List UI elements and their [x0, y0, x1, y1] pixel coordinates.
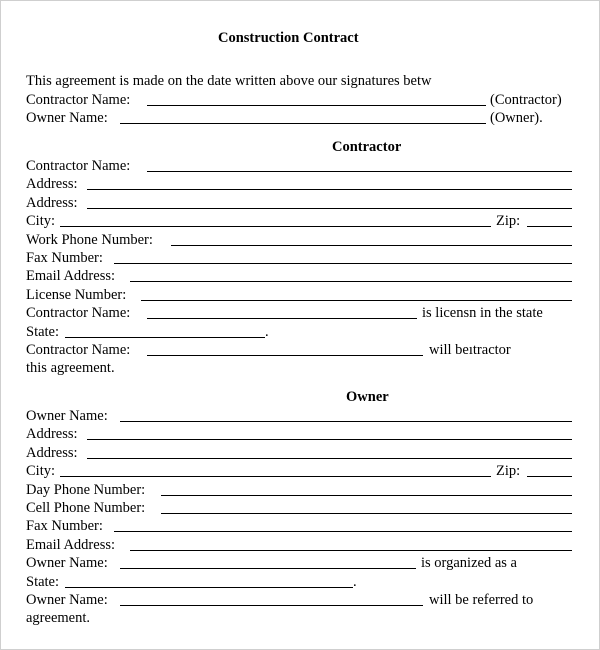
owner-state-label: State:: [26, 574, 60, 590]
intro-contractor-label: Contractor Name:: [26, 92, 131, 108]
contractor-licensed-suffix: is licensn in the state: [422, 305, 543, 321]
owner-zip-field[interactable]: [527, 476, 572, 477]
document-title: Construction Contract: [218, 30, 359, 46]
owner-city-field[interactable]: [60, 476, 491, 477]
contractor-address1-field[interactable]: [87, 189, 572, 190]
contractor-licensed-name-label: Contractor Name:: [26, 305, 131, 321]
owner-email-field[interactable]: [130, 550, 572, 551]
contractor-referred-name-label: Contractor Name:: [26, 342, 131, 358]
contractor-zip-field[interactable]: [527, 226, 572, 227]
contractor-email-label: Email Address:: [26, 268, 116, 284]
agreement-intro-text: This agreement is made on the date written above our signatures betw: [26, 73, 432, 89]
owner-address1-label: Address:: [26, 426, 78, 442]
contractor-name-label: Contractor Name:: [26, 158, 131, 174]
owner-email-label: Email Address:: [26, 537, 116, 553]
owner-referred-name-label: Owner Name:: [26, 592, 108, 608]
contractor-licensed-name-field[interactable]: [147, 318, 417, 319]
contractor-address2-label: Address:: [26, 195, 78, 211]
owner-referred-name-field[interactable]: [120, 605, 423, 606]
owner-agreement-text: agreement.: [26, 610, 91, 626]
intro-owner-suffix: (Owner).: [490, 110, 543, 126]
owner-day-phone-field[interactable]: [161, 495, 572, 496]
owner-city-label: City:: [26, 463, 56, 479]
intro-owner-label: Owner Name:: [26, 110, 108, 126]
contractor-fax-field[interactable]: [114, 263, 572, 264]
intro-contractor-suffix: (Contractor): [490, 92, 562, 108]
contractor-work-phone-field[interactable]: [171, 245, 572, 246]
owner-name-field[interactable]: [120, 421, 572, 422]
contractor-email-field[interactable]: [130, 281, 572, 282]
owner-day-phone-label: Day Phone Number:: [26, 482, 146, 498]
owner-address2-field[interactable]: [87, 458, 572, 459]
owner-fax-label: Fax Number:: [26, 518, 103, 534]
owner-state-period: .: [353, 574, 357, 590]
owner-address2-label: Address:: [26, 445, 78, 461]
contractor-agreement-text: this agreement.: [26, 360, 115, 376]
contractor-address1-label: Address:: [26, 176, 78, 192]
intro-contractor-name-field[interactable]: [147, 105, 486, 106]
contractor-state-label: State:: [26, 324, 60, 340]
owner-zip-label: Zip:: [496, 463, 521, 479]
owner-referred-suffix: will be referred to: [429, 592, 534, 608]
intro-owner-name-field[interactable]: [120, 123, 486, 124]
contractor-referred-name-field[interactable]: [147, 355, 423, 356]
contractor-fax-label: Fax Number:: [26, 250, 103, 266]
owner-cell-phone-field[interactable]: [161, 513, 572, 514]
contractor-city-field[interactable]: [60, 226, 491, 227]
owner-organized-name-field[interactable]: [120, 568, 416, 569]
contractor-referred-suffix: will beıtractor: [429, 342, 511, 358]
contractor-state-period: .: [265, 324, 269, 340]
contractor-address2-field[interactable]: [87, 208, 572, 209]
owner-state-field[interactable]: [65, 587, 353, 588]
contractor-zip-label: Zip:: [496, 213, 521, 229]
contractor-license-label: License Number:: [26, 287, 127, 303]
owner-cell-phone-label: Cell Phone Number:: [26, 500, 146, 516]
contractor-license-field[interactable]: [141, 300, 572, 301]
contractor-city-label: City:: [26, 213, 56, 229]
contractor-section-heading: Contractor: [332, 139, 402, 155]
contractor-name-field[interactable]: [147, 171, 572, 172]
owner-organized-name-label: Owner Name:: [26, 555, 108, 571]
owner-name-label: Owner Name:: [26, 408, 108, 424]
owner-organized-suffix: is organized as a: [421, 555, 517, 571]
owner-section-heading: Owner: [346, 389, 389, 405]
contractor-state-field[interactable]: [65, 337, 265, 338]
owner-address1-field[interactable]: [87, 439, 572, 440]
contractor-work-phone-label: Work Phone Number:: [26, 232, 153, 248]
owner-fax-field[interactable]: [114, 531, 572, 532]
